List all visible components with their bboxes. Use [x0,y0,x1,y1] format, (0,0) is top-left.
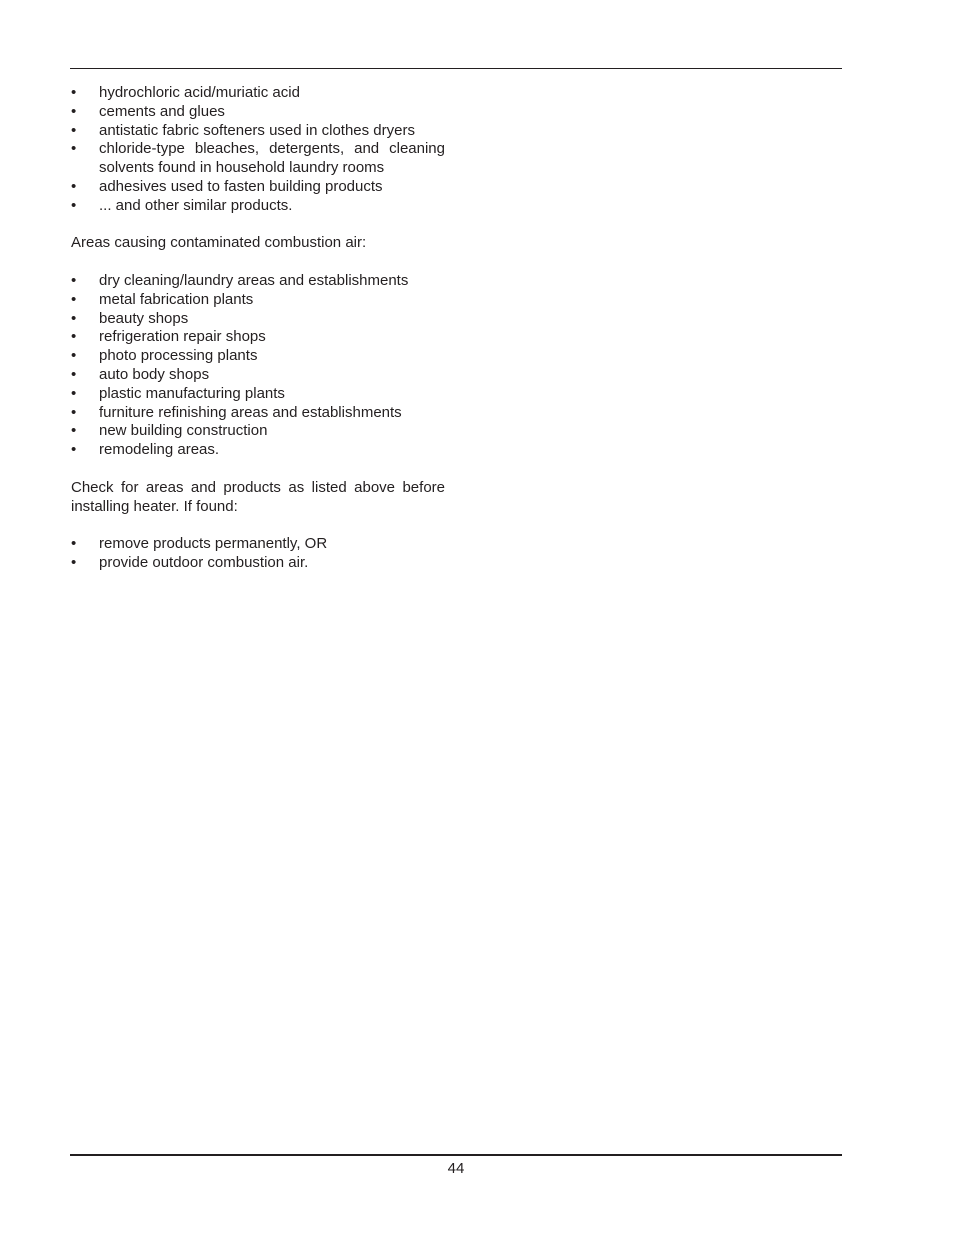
list-item: • plastic manufacturing plants [71,385,445,404]
list-item: • hydrochloric acid/muriatic acid [71,84,445,103]
contaminated-areas-list [71,272,445,460]
list-item: • refrigeration repair shops [71,328,445,347]
list-item: • adhesives used to fasten building products [71,178,445,197]
list-item: • furniture refinishing areas and establishments [71,404,445,423]
list-item: • auto body shops [71,366,445,385]
list-item: • chloride-type bleaches, detergents, and cleaning solvents found in household laundry rooms [71,140,445,178]
list-item: • cements and glues [71,103,445,122]
list-item: • dry cleaning/laundry areas and establishments [71,272,445,291]
list-item: • remodeling areas. [71,441,445,460]
footer-rule [70,1154,842,1156]
remedy-actions-list [71,535,445,573]
list-item: • provide outdoor combustion air. [71,554,445,573]
list-item: • remove products permanently, OR [71,535,445,554]
list-item: • photo processing plants [71,347,445,366]
page-number: 44 [447,1160,465,1177]
list-item: • beauty shops [71,310,445,329]
check-paragraph: Check for areas and products as listed above before installing heater. If found: [71,478,445,515]
list-item: • new building construction [71,422,445,441]
contaminant-products-list [71,84,445,216]
page-content [71,84,445,573]
list-item: • ... and other similar products. [71,197,445,216]
header-rule [70,68,842,69]
list-item: • metal fabrication plants [71,291,445,310]
list-item: • antistatic fabric softeners used in clothes dryers [71,122,445,141]
areas-heading: Areas causing contaminated combustion air: [71,234,367,252]
